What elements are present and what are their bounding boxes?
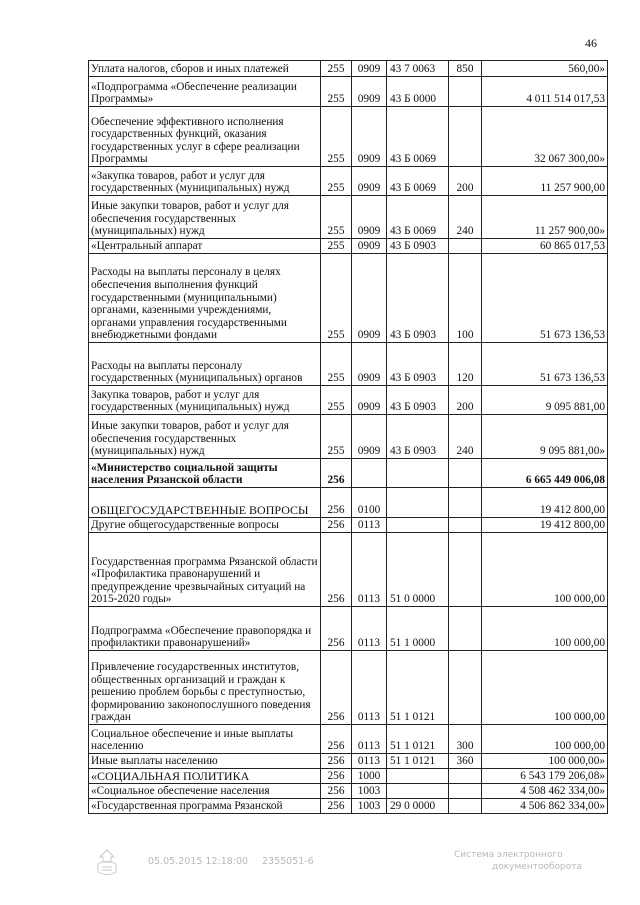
row-vr-cell [449,533,482,607]
row-vr-cell: 240 [449,196,482,239]
row-rz-cell: 0909 [352,167,387,196]
row-cs-cell [387,784,449,799]
table-row [89,386,608,415]
row-sum-cell: 560,00» [482,61,608,77]
row-sum-cell: 11 257 900,00 [482,167,608,196]
stamp-logo-icon [94,848,120,878]
table-row [89,725,608,754]
row-cs-cell [387,769,449,784]
row-sum-cell: 4 508 462 334,00» [482,784,608,799]
row-ved-cell: 255 [321,415,352,459]
row-name-cell: Иные закупки товаров, работ и услуг для обеспечения государственных (муниципальных) нужд [89,415,321,459]
row-sum-cell: 100 000,00 [482,533,608,607]
row-rz-cell: 0909 [352,77,387,107]
table-row [89,459,608,488]
table-row [89,254,608,343]
row-cs-cell: 51 1 0121 [387,725,449,754]
row-rz-cell: 0909 [352,107,387,167]
row-vr-cell [449,769,482,784]
budget-table [88,60,608,814]
row-sum-cell: 100 000,00» [482,754,608,769]
row-rz-cell: 1003 [352,784,387,799]
row-sum-cell: 60 865 017,53 [482,239,608,254]
footer-stamp-line2: документооборота [492,862,582,872]
row-cs-cell: 43 Б 0069 [387,107,449,167]
row-rz-cell: 0100 [352,488,387,518]
budget-table-body [89,61,608,814]
row-cs-cell: 29 0 0000 [387,799,449,814]
row-name-cell: Государственная программа Рязанской области «Профилактика правонарушений и предупреждение чрезвычайных ситуаций на 2015-2020 годы» [89,533,321,607]
row-cs-cell: 51 1 0000 [387,607,449,651]
table-row [89,77,608,107]
row-vr-cell: 850 [449,61,482,77]
table-row [89,533,608,607]
row-ved-cell: 255 [321,386,352,415]
row-cs-cell [387,518,449,533]
row-rz-cell: 0909 [352,415,387,459]
row-rz-cell: 0113 [352,518,387,533]
row-sum-cell: 6 665 449 006,08 [482,459,608,488]
row-ved-cell: 255 [321,61,352,77]
row-rz-cell: 0113 [352,607,387,651]
row-name-cell: Расходы на выплаты персоналу в целях обеспечения выполнения функций государственными (муниципальными) органами, казенными учреждениями, органами управления государственными внебюджетными фондами [89,254,321,343]
row-vr-cell: 240 [449,415,482,459]
table-row [89,107,608,167]
row-cs-cell: 43 Б 0000 [387,77,449,107]
row-sum-cell: 9 095 881,00» [482,415,608,459]
row-sum-cell: 9 095 881,00 [482,386,608,415]
row-vr-cell: 120 [449,343,482,386]
row-name-cell: «Государственная программа Рязанской [89,799,321,814]
row-sum-cell: 51 673 136,53 [482,343,608,386]
row-ved-cell: 256 [321,459,352,488]
table-row [89,61,608,77]
row-vr-cell [449,518,482,533]
row-vr-cell [449,107,482,167]
row-name-cell: Уплата налогов, сборов и иных платежей [89,61,321,77]
row-name-cell: Иные выплаты населению [89,754,321,769]
row-cs-cell: 43 Б 0903 [387,343,449,386]
row-ved-cell: 256 [321,518,352,533]
row-vr-cell: 300 [449,725,482,754]
table-row [89,518,608,533]
row-name-cell: Расходы на выплаты персоналу государственных (муниципальных) органов [89,343,321,386]
row-rz-cell: 0909 [352,196,387,239]
row-vr-cell: 200 [449,386,482,415]
row-rz-cell: 0113 [352,651,387,725]
row-ved-cell: 256 [321,533,352,607]
row-sum-cell: 4 506 862 334,00» [482,799,608,814]
table-row [89,488,608,518]
row-rz-cell: 0909 [352,343,387,386]
row-sum-cell: 4 011 514 017,53 [482,77,608,107]
row-ved-cell: 256 [321,651,352,725]
row-sum-cell: 100 000,00 [482,651,608,725]
row-ved-cell: 255 [321,77,352,107]
row-ved-cell: 255 [321,196,352,239]
row-vr-cell [449,784,482,799]
footer-timestamp: 05.05.2015 12:18:00 [148,856,249,867]
table-row [89,239,608,254]
row-cs-cell [387,488,449,518]
row-cs-cell: 51 0 0000 [387,533,449,607]
page-number: 46 [585,36,597,50]
row-cs-cell: 43 Б 0903 [387,254,449,343]
row-cs-cell: 43 Б 0903 [387,386,449,415]
row-sum-cell: 6 543 179 206,08» [482,769,608,784]
row-ved-cell: 256 [321,754,352,769]
row-vr-cell [449,488,482,518]
row-ved-cell: 256 [321,488,352,518]
table-row [89,754,608,769]
row-rz-cell: 0909 [352,61,387,77]
row-vr-cell [449,239,482,254]
row-name-cell: Подпрограмма «Обеспечение правопорядка и профилактики правонарушений» [89,607,321,651]
row-sum-cell: 100 000,00 [482,607,608,651]
row-rz-cell: 0113 [352,754,387,769]
row-vr-cell [449,459,482,488]
row-rz-cell [352,459,387,488]
row-vr-cell: 360 [449,754,482,769]
row-rz-cell: 1003 [352,799,387,814]
row-name-cell: Иные закупки товаров, работ и услуг для обеспечения государственных (муниципальных) нужд [89,196,321,239]
row-name-cell: Привлечение государственных институтов, общественных организаций и граждан к решению проблем борьбы с преступностью, формированию законопослушного поведения граждан [89,651,321,725]
row-ved-cell: 256 [321,725,352,754]
row-cs-cell: 43 Б 0903 [387,415,449,459]
row-ved-cell: 255 [321,254,352,343]
row-cs-cell: 51 1 0121 [387,754,449,769]
table-row [89,784,608,799]
row-cs-cell: 43 Б 0069 [387,167,449,196]
table-row [89,196,608,239]
table-row [89,343,608,386]
row-sum-cell: 100 000,00 [482,725,608,754]
row-ved-cell: 256 [321,799,352,814]
row-name-cell: «Подпрограмма «Обеспечение реализации Программы» [89,77,321,107]
table-row [89,415,608,459]
row-name-cell: «Министерство социальной защиты населения Рязанской области [89,459,321,488]
row-rz-cell: 0113 [352,533,387,607]
table-row [89,167,608,196]
row-cs-cell: 43 Б 0903 [387,239,449,254]
row-sum-cell: 19 412 800,00 [482,488,608,518]
row-name-cell: Закупка товаров, работ и услуг для государственных (муниципальных) нужд [89,386,321,415]
row-ved-cell: 255 [321,239,352,254]
row-cs-cell: 43 7 0063 [387,61,449,77]
row-sum-cell: 51 673 136,53 [482,254,608,343]
row-rz-cell: 0909 [352,239,387,254]
row-name-cell: Другие общегосударственные вопросы [89,518,321,533]
row-vr-cell: 100 [449,254,482,343]
row-sum-cell: 19 412 800,00 [482,518,608,533]
row-rz-cell: 1000 [352,769,387,784]
row-name-cell: Социальное обеспечение и иные выплаты населению [89,725,321,754]
table-row [89,799,608,814]
row-name-cell: Обеспечение эффективного исполнения государственных функций, оказания государственных услуг в сфере реализации Программы [89,107,321,167]
row-ved-cell: 256 [321,607,352,651]
row-sum-cell: 11 257 900,00» [482,196,608,239]
row-vr-cell: 200 [449,167,482,196]
row-ved-cell: 255 [321,343,352,386]
row-sum-cell: 32 067 300,00» [482,107,608,167]
row-cs-cell: 51 1 0121 [387,651,449,725]
row-rz-cell: 0909 [352,386,387,415]
row-name-cell: «Закупка товаров, работ и услуг для государственных (муниципальных) нужд [89,167,321,196]
row-ved-cell: 256 [321,784,352,799]
row-rz-cell: 0113 [352,725,387,754]
row-cs-cell [387,459,449,488]
row-vr-cell [449,651,482,725]
row-name-cell: «СОЦИАЛЬНАЯ ПОЛИТИКА [89,769,321,784]
row-name-cell: «Центральный аппарат [89,239,321,254]
table-row [89,651,608,725]
row-vr-cell [449,607,482,651]
row-rz-cell: 0909 [352,254,387,343]
table-row [89,769,608,784]
footer-doc-id: 2355051-6 [262,856,314,867]
row-ved-cell: 256 [321,769,352,784]
row-vr-cell [449,799,482,814]
row-cs-cell: 43 Б 0069 [387,196,449,239]
footer-stamp-line1: Система электронного [454,850,563,860]
row-vr-cell [449,77,482,107]
row-name-cell: ОБЩЕГОСУДАРСТВЕННЫЕ ВОПРОСЫ [89,488,321,518]
table-row [89,607,608,651]
row-ved-cell: 255 [321,107,352,167]
row-ved-cell: 255 [321,167,352,196]
row-name-cell: «Социальное обеспечение населения [89,784,321,799]
